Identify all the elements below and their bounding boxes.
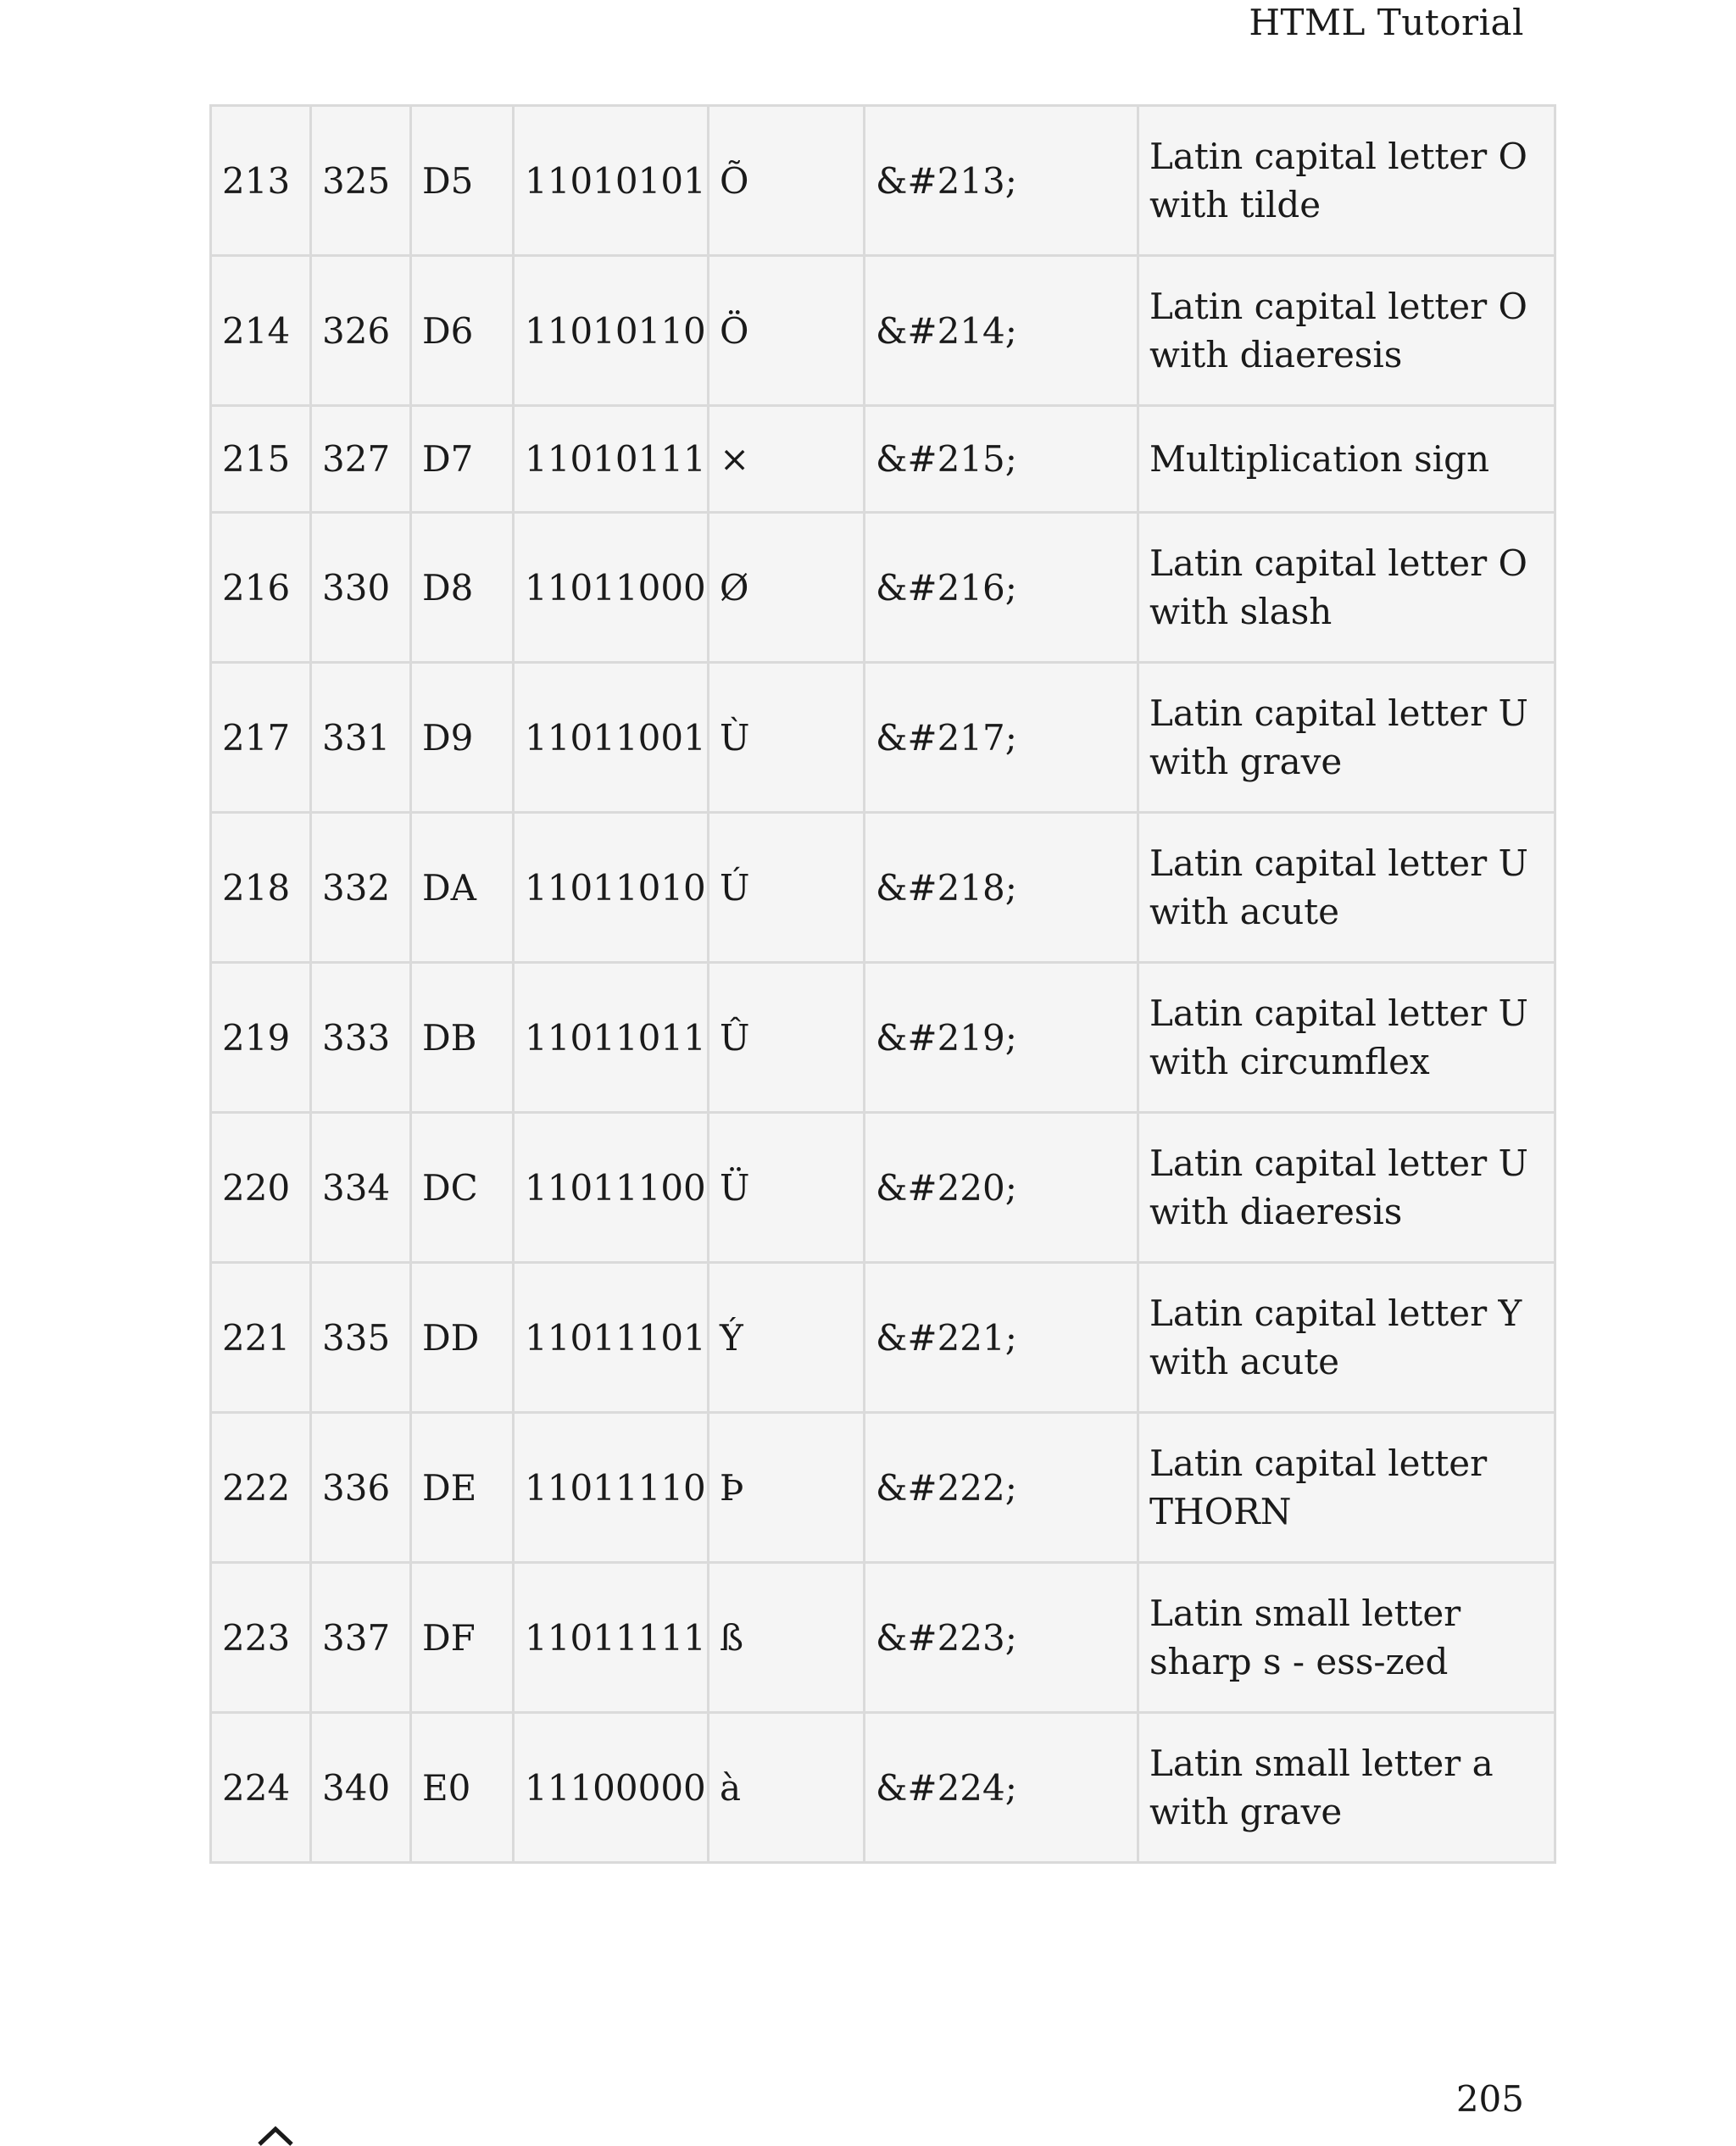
binary-cell: 11011000 [514, 513, 709, 663]
description-cell: Latin small letter sharp s - ess-zed [1138, 1563, 1555, 1713]
table-row [211, 1113, 1555, 1263]
symbol-cell: Ö [709, 256, 865, 406]
decimal-cell: 217 [211, 663, 311, 813]
octal-cell: 330 [311, 513, 411, 663]
table-row [211, 663, 1555, 813]
table-row [211, 1263, 1555, 1413]
binary-cell: 11011111 [514, 1563, 709, 1713]
html-number-cell: &#222; [865, 1413, 1138, 1563]
symbol-cell: Ù [709, 663, 865, 813]
symbol-cell: ß [709, 1563, 865, 1713]
hex-cell: DC [411, 1113, 514, 1263]
symbol-cell: Ý [709, 1263, 865, 1413]
binary-cell: 11011011 [514, 963, 709, 1113]
chevron-up-icon[interactable] [256, 2126, 295, 2146]
binary-cell: 11010111 [514, 406, 709, 513]
running-header-title: HTML Tutorial [1249, 2, 1524, 43]
page-number: 205 [1455, 2078, 1524, 2120]
octal-cell: 337 [311, 1563, 411, 1713]
hex-cell: DD [411, 1263, 514, 1413]
table-row [211, 513, 1555, 663]
character-entity-table [209, 104, 1556, 1864]
octal-cell: 332 [311, 813, 411, 963]
binary-cell: 11011001 [514, 663, 709, 813]
description-cell: Latin capital letter O with tilde [1138, 106, 1555, 256]
decimal-cell: 222 [211, 1413, 311, 1563]
hex-cell: E0 [411, 1713, 514, 1863]
decimal-cell: 224 [211, 1713, 311, 1863]
hex-cell: DB [411, 963, 514, 1113]
html-number-cell: &#224; [865, 1713, 1138, 1863]
decimal-cell: 214 [211, 256, 311, 406]
symbol-cell: Þ [709, 1413, 865, 1563]
symbol-cell: Õ [709, 106, 865, 256]
binary-cell: 11010110 [514, 256, 709, 406]
octal-cell: 333 [311, 963, 411, 1113]
hex-cell: DF [411, 1563, 514, 1713]
decimal-cell: 223 [211, 1563, 311, 1713]
description-cell: Latin capital letter O with diaeresis [1138, 256, 1555, 406]
symbol-cell: Ø [709, 513, 865, 663]
table-row [211, 1563, 1555, 1713]
binary-cell: 11011100 [514, 1113, 709, 1263]
symbol-cell: Ü [709, 1113, 865, 1263]
octal-cell: 326 [311, 256, 411, 406]
html-number-cell: &#217; [865, 663, 1138, 813]
table-row [211, 256, 1555, 406]
octal-cell: 335 [311, 1263, 411, 1413]
table-row [211, 1713, 1555, 1863]
html-number-cell: &#218; [865, 813, 1138, 963]
binary-cell: 11100000 [514, 1713, 709, 1863]
octal-cell: 325 [311, 106, 411, 256]
html-number-cell: &#215; [865, 406, 1138, 513]
description-cell: Latin capital letter U with grave [1138, 663, 1555, 813]
description-cell: Latin capital letter U with diaeresis [1138, 1113, 1555, 1263]
decimal-cell: 215 [211, 406, 311, 513]
table-row [211, 1413, 1555, 1563]
decimal-cell: 220 [211, 1113, 311, 1263]
description-cell: Latin capital letter Y with acute [1138, 1263, 1555, 1413]
html-number-cell: &#220; [865, 1113, 1138, 1263]
hex-cell: D9 [411, 663, 514, 813]
octal-cell: 334 [311, 1113, 411, 1263]
html-number-cell: &#223; [865, 1563, 1138, 1713]
description-cell: Multiplication sign [1138, 406, 1555, 513]
hex-cell: D8 [411, 513, 514, 663]
symbol-cell: à [709, 1713, 865, 1863]
description-cell: Latin capital letter THORN [1138, 1413, 1555, 1563]
decimal-cell: 219 [211, 963, 311, 1113]
octal-cell: 340 [311, 1713, 411, 1863]
description-cell: Latin capital letter U with circumflex [1138, 963, 1555, 1113]
table-row [211, 406, 1555, 513]
description-cell: Latin capital letter O with slash [1138, 513, 1555, 663]
description-cell: Latin small letter a with grave [1138, 1713, 1555, 1863]
html-number-cell: &#219; [865, 963, 1138, 1113]
hex-cell: D5 [411, 106, 514, 256]
symbol-cell: Ú [709, 813, 865, 963]
html-number-cell: &#214; [865, 256, 1138, 406]
octal-cell: 336 [311, 1413, 411, 1563]
description-cell: Latin capital letter U with acute [1138, 813, 1555, 963]
decimal-cell: 216 [211, 513, 311, 663]
symbol-cell: Û [709, 963, 865, 1113]
html-number-cell: &#216; [865, 513, 1138, 663]
octal-cell: 331 [311, 663, 411, 813]
symbol-cell: × [709, 406, 865, 513]
binary-cell: 11011110 [514, 1413, 709, 1563]
table-row [211, 106, 1555, 256]
hex-cell: D7 [411, 406, 514, 513]
binary-cell: 11011010 [514, 813, 709, 963]
decimal-cell: 218 [211, 813, 311, 963]
html-number-cell: &#213; [865, 106, 1138, 256]
decimal-cell: 221 [211, 1263, 311, 1413]
table-row [211, 963, 1555, 1113]
octal-cell: 327 [311, 406, 411, 513]
decimal-cell: 213 [211, 106, 311, 256]
hex-cell: D6 [411, 256, 514, 406]
table-row [211, 813, 1555, 963]
binary-cell: 11011101 [514, 1263, 709, 1413]
hex-cell: DE [411, 1413, 514, 1563]
binary-cell: 11010101 [514, 106, 709, 256]
hex-cell: DA [411, 813, 514, 963]
html-number-cell: &#221; [865, 1263, 1138, 1413]
